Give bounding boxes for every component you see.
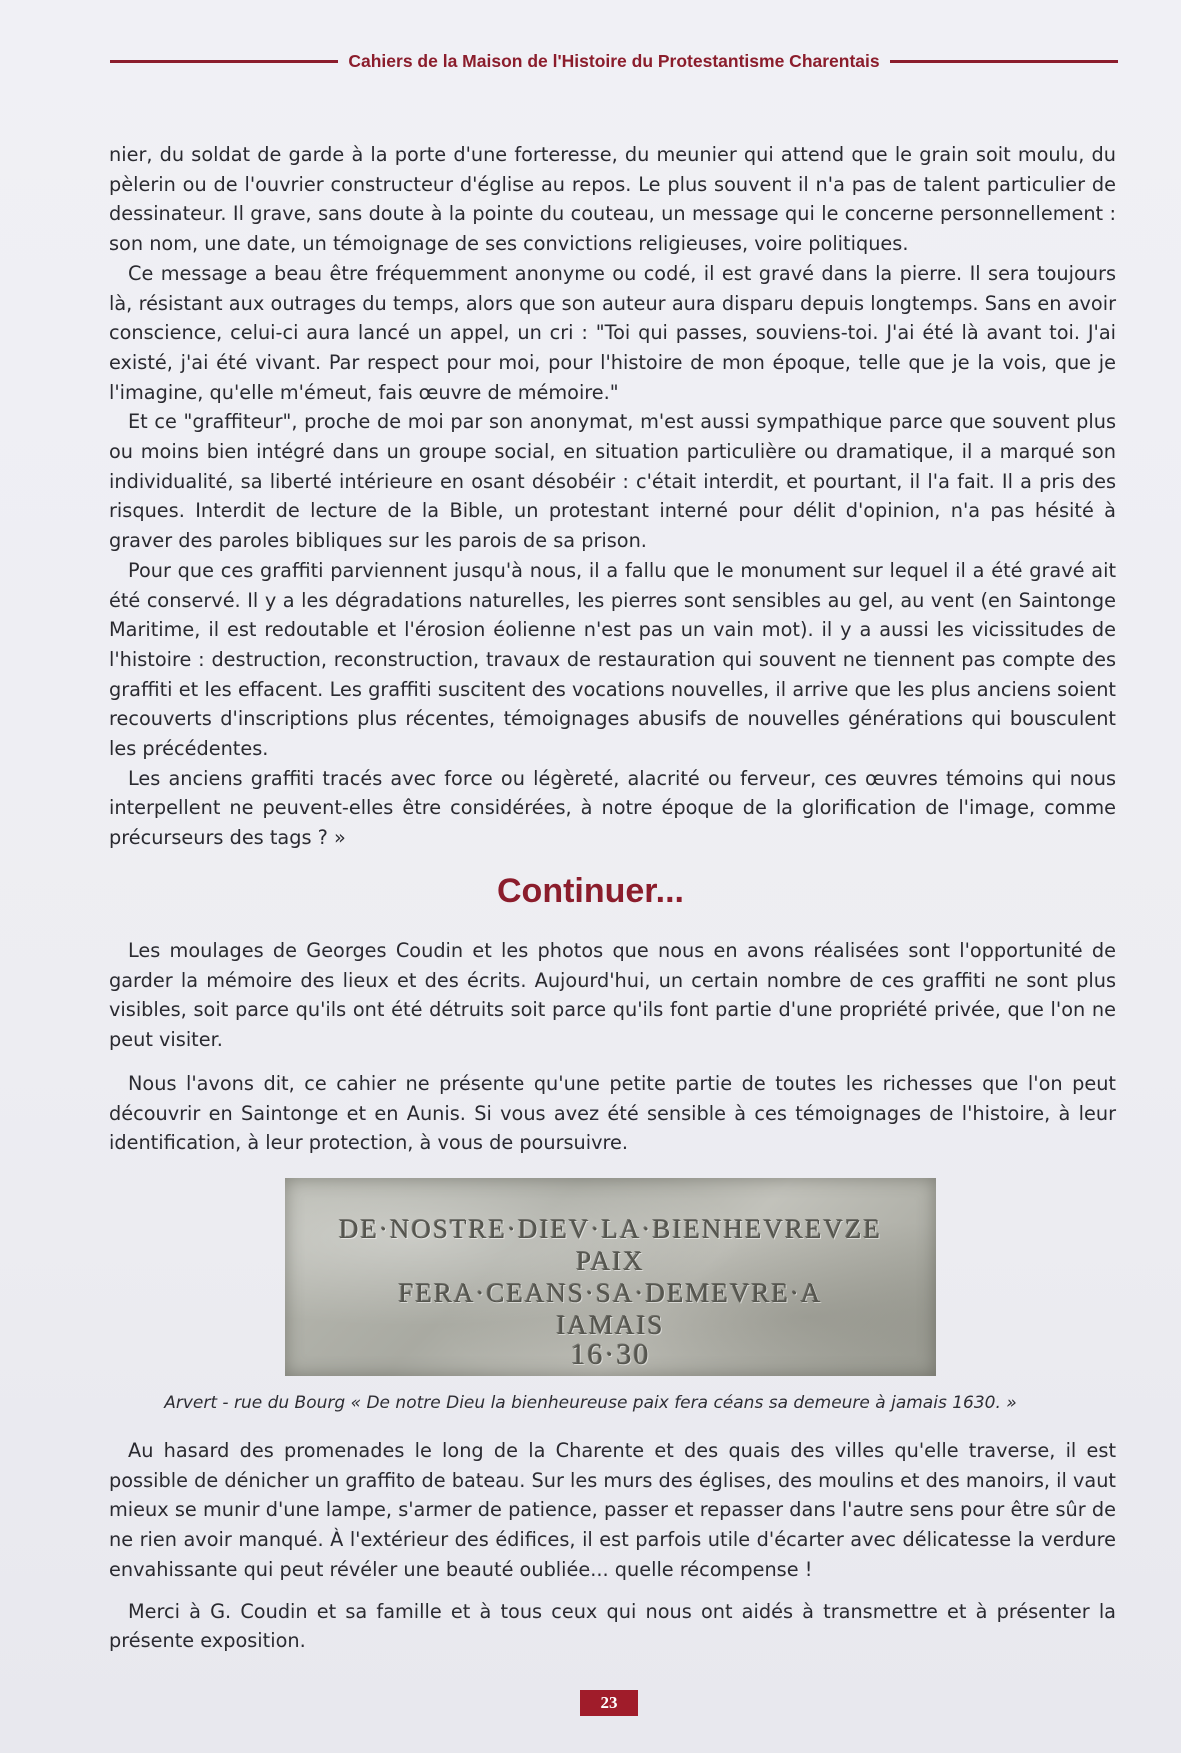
section-heading: Continuer... xyxy=(497,872,684,910)
inscription-line: IAMAIS xyxy=(556,1310,665,1340)
paragraph: Pour que ces graffiti parviennent jusqu'à nous, il a fallu que le monument sur lequel il a été gravé ait été conservé. Il y a les dégradations naturelles, les pierres sont sensibles au gel, au vent (en Saintonge Maritime, il est redoutable et l'érosion éolienne n'est pas un vain mot). il y a aussi les vicissitudes de l'histoire : destruction, reconstruction, travaux de restauration qui souvent ne tiennent pas compte des graffiti et les effacent. Les graffiti suscitent des vocations nouvelles, il arrive que les plus anciens soient recouverts d'inscriptions plus récentes, témoignages abusifs de nouvelles générations qui bousculent les précédentes. xyxy=(109,558,1116,761)
header-title: Cahiers de la Maison de l'Histoire du Protestantisme Charentais xyxy=(348,50,880,71)
paragraph: Les anciens graffiti tracés avec force ou légèreté, alacrité ou ferveur, ces œuvres témoins qui nous interpellent ne peuvent-elles être considérées, à notre époque de la glorification de l'image, comme précurseurs des tags ? » xyxy=(109,766,1116,850)
page-number: 23 xyxy=(580,1690,638,1716)
header-rule-right xyxy=(890,60,1118,63)
paragraph: nier, du soldat de garde à la porte d'une forteresse, du meunier qui attend que le grain soit moulu, du pèlerin ou de l'ouvrier constructeur d'église au repos. Le plus souvent il n'a pas de talent particulier de dessinateur. Il grave, sans doute à la pointe du couteau, un message qui le concerne personnellement : son nom, une date, un témoignage de ses convictions religieuses, voire politiques. xyxy=(109,143,1116,256)
inscription-line: PAIX xyxy=(576,1246,645,1276)
header-rule-left xyxy=(110,60,338,63)
paragraph: Et ce "graffiteur", proche de moi par son anonymat, m'est aussi sympathique parce que souvent plus ou moins bien intégré dans un groupe social, en situation particulière ou dramatique, il a marqué son individualité, sa liberté intérieure en osant désobéir : c'était interdit, et pourtant, il l'a fait. Il a pris des risques. Interdit de lecture de la Bible, un protestant interné pour délit d'opinion, n'a pas hésité à graver des paroles bibliques sur les parois de sa prison. xyxy=(109,410,1116,553)
running-header xyxy=(110,48,1118,74)
paragraph: Au hasard des promenades le long de la Charente et des quais des villes qu'elle traverse, il est possible de dénicher un graffito de bateau. Sur les murs des églises, des moulins et des manoirs, il vaut mieux se munir d'une lampe, s'armer de patience, passer et repasser dans l'autre sens pour être sûr de ne rien avoir manqué. À l'extérieur des édifices, il est parfois utile d'écarter avec délicatesse la verdure envahissante qui peut révéler une beauté oubliée... quelle récompense ! xyxy=(109,1439,1116,1581)
paragraph: Nous l'avons dit, ce cahier ne présente qu'une petite partie de toutes les richesses que l'on peut découvrir en Saintonge et en Aunis. Si vous avez été sensible à ces témoignages de l'histoire, à leur identification, à leur protection, à vous de poursuivre. xyxy=(109,1071,1116,1155)
paragraph: Ce message a beau être fréquemment anonyme ou codé, il est gravé dans la pierre. Il sera toujours là, résistant aux outrages du temps, alors que son auteur aura disparu depuis longtemps. Sans en avoir conscience, celui-ci aura lancé un appel, un cri : "Toi qui passes, souviens-toi. J'ai été là avant toi. J'ai existé, j'ai été vivant. Par respect pour moi, pour l'histoire de mon époque, telle que je la vois, que je l'imagine, qu'elle m'émeut, fais œuvre de mémoire." xyxy=(109,261,1116,404)
paragraph: Merci à G. Coudin et sa famille et à tous ceux qui nous ont aidés à transmettre et à présenter la présente exposition. xyxy=(109,1599,1116,1653)
article-body-bottom xyxy=(109,1436,1116,1668)
article-body-middle xyxy=(109,936,1116,1172)
inscription-line: FERA·CEANS·SA·DEMEVRE·A xyxy=(398,1278,823,1308)
paragraph: Les moulages de Georges Coudin et les photos que nous en avons réalisées sont l'opportunité de garder la mémoire des lieux et des écrits. Aujourd'hui, un certain nombre de ces graffiti ne sont plus visibles, soit parce qu'ils ont été détruits soit parce qu'ils font partie d'une propriété privée, que l'on ne peut visiter. xyxy=(109,939,1116,1052)
inscription-photo xyxy=(285,1178,936,1376)
photo-caption: Arvert - rue du Bourg « De notre Dieu la bienheureuse paix fera céans sa demeure à jamais 1630. » xyxy=(164,1393,1017,1413)
inscription-line: DE·NOSTRE·DIEV·LA·BIENHEVREVZE xyxy=(339,1214,882,1244)
article-body-top xyxy=(109,140,1116,853)
inscription-date: 16·30 xyxy=(570,1338,651,1371)
